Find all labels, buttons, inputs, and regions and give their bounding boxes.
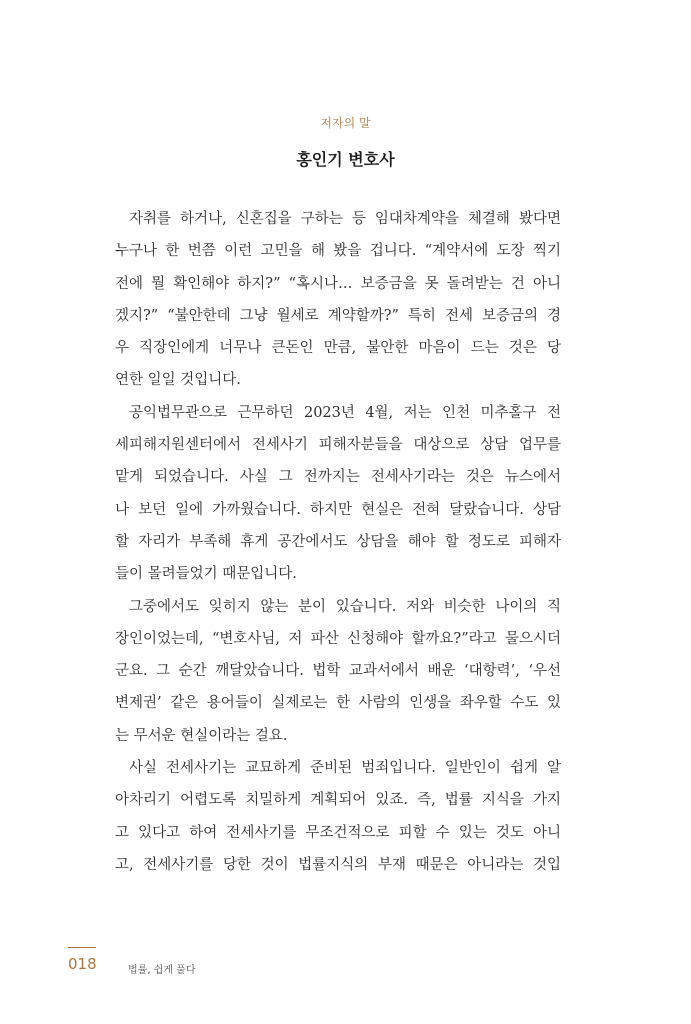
text-line: 변제권’ 같은 용어들이 실제로는 한 사람의 인생을 좌우할 수도 있 [115, 695, 561, 712]
paragraph [115, 752, 561, 881]
paragraph [115, 397, 561, 591]
footer-rule [68, 947, 96, 948]
text-line: 우 직장인에게 너무나 큰돈인 만큼, 불안한 마음이 드는 것은 당 [115, 340, 561, 357]
running-book-title: 법률, 쉽게 풀다 [128, 965, 196, 976]
text-line: 사실 전세사기는 교묘하게 준비된 범죄입니다. 일반인이 쉽게 알 [129, 760, 561, 777]
text-line: 들이 몰려들었기 때문입니다. [115, 566, 297, 583]
text-line: 그중에서도 잊히지 않는 분이 있습니다. 저와 비슷한 나이의 직 [129, 598, 561, 615]
text-line: 누구나 한 번쯤 이런 고민을 해 봤을 겁니다. “계약서에 도장 찍기 [115, 243, 561, 260]
text-line: 연한 일일 것입니다. [115, 372, 241, 389]
text-line: 는 무서운 현실이라는 걸요. [115, 727, 288, 744]
text-line: 공익법무관으로 근무하던 2023년 4월, 저는 인천 미추홀구 전 [129, 404, 561, 421]
text-line: 고 있다고 하여 전세사기를 무조건적으로 피할 수 있는 것도 아니 [115, 824, 561, 841]
text-line: 군요. 그 순간 깨달았습니다. 법학 교과서에서 배운 ‘대항력’, ‘우선 [115, 663, 561, 680]
text-line: 고, 전세사기를 당한 것이 법률지식의 부재 때문은 아니라는 것입 [115, 856, 561, 873]
text-line: 맡게 되었습니다. 사실 그 전까지는 전세사기라는 것은 뉴스에서 [115, 469, 561, 486]
text-line: 자취를 하거나, 신혼집을 구하는 등 임대차계약을 체결해 봤다면 [129, 211, 561, 227]
section-label: 저자의 말 [320, 116, 371, 130]
page-number: 018 [68, 955, 97, 973]
paragraph [115, 203, 561, 397]
text-line: 겠지?” “불안한데 그냥 월세로 계약할까?” 특히 전세 보증금의 경 [115, 307, 561, 324]
text-line: 전에 뭘 확인해야 하지?” “혹시나… 보증금을 못 돌려받는 건 아니 [115, 275, 561, 292]
text-line: 아차리기 어렵도록 치밀하게 계획되어 있죠. 즉, 법률 지식을 가지 [115, 792, 561, 809]
body-text [115, 203, 561, 881]
text-line: 세피해지원센터에서 전세사기 피해자분들을 대상으로 상담 업무를 [115, 437, 561, 454]
text-line: 할 자리가 부족해 휴게 공간에서도 상담을 해야 할 정도로 피해자 [115, 533, 561, 550]
author-name: 홍인기 변호사 [296, 150, 395, 169]
text-line: 장인이었는데, “변호사님, 저 파산 신청해야 할까요?”라고 물으시더 [115, 630, 561, 647]
text-line: 나 보던 일에 가까웠습니다. 하지만 현실은 전혀 달랐습니다. 상담 [115, 501, 561, 518]
paragraph [115, 591, 561, 752]
